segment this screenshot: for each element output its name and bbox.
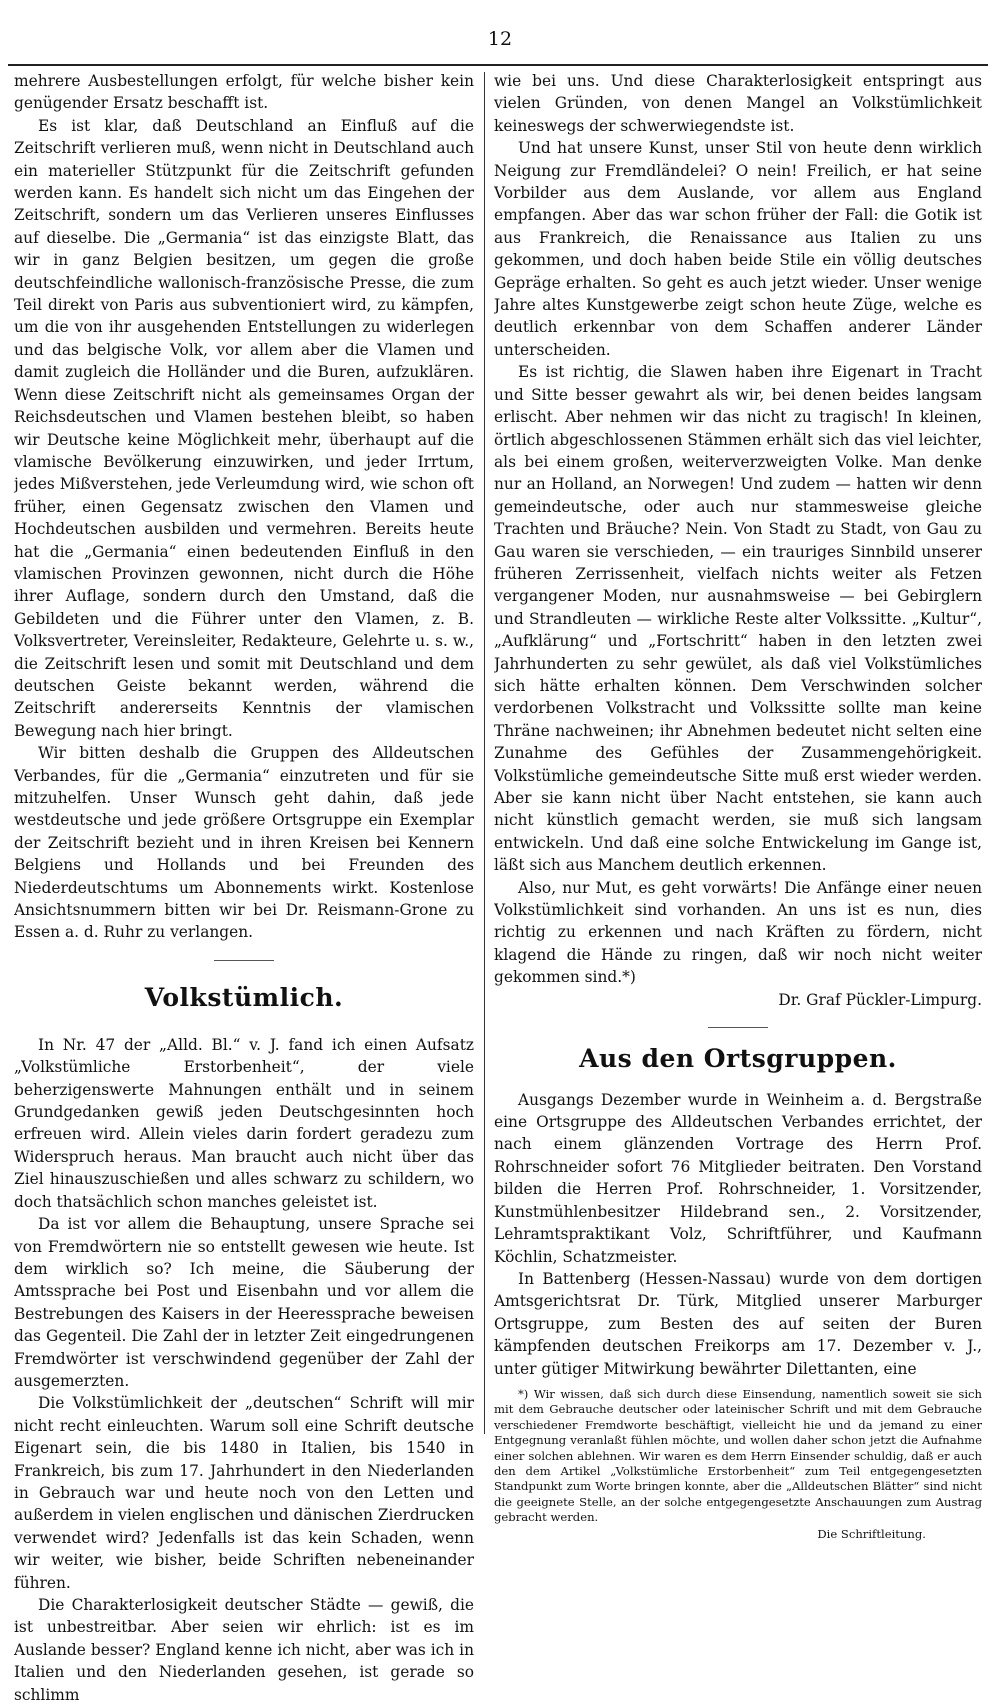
section-heading-ortsgruppen: Aus den Ortsgruppen. (579, 1043, 897, 1073)
article-paragraph: Die Charakterlosigkeit deutscher Städte — gewiß, die ist unbestreitbar. Aber seien wir ehrlich: ist es im Auslande besser? England kenne ich nicht, aber was ich in Italien und den Niederlanden gesehen, ist gerade so schlimm (14, 1596, 474, 1704)
article-continuation-paragraph: wie bei uns. Und diese Charakterlosigkeit entspringt aus vielen Gründen, von denen Mangel an Volkstümlichkeit keineswegs der schwerwiegendste ist. (494, 72, 982, 135)
right-column (494, 70, 982, 1542)
column-divider (484, 72, 485, 1434)
footnote-signature: Die Schriftleitung. (817, 1526, 926, 1541)
footnote: *) Wir wissen, daß sich durch diese Einsendung, namentlich soweit sie sich mit dem Gebrauche deutscher oder lateinischer Schrift und mit dem Gebrauche verschiedener Fremdworte beschäftigt, vielleicht hie und da jemand zu einer Entgegnung veranlaßt fühlen möchte, und wollen daher schon jetzt die Aufnahme einer solchen ablehnen. Wir waren es dem Herrn Einsender schuldig, daß er auch den dem Artikel „Volkstümliche Erstorbenheit“ zum Teil entgegengesetzten Standpunkt zum Worte bringen konnte, aber die „Alldeutschen Blätter“ sind nicht die geeignete Stelle, an der solche entgegengesetzte Anschauungen zum Austrag gebracht werden. (494, 1386, 982, 1525)
article-paragraph: Wir bitten deshalb die Gruppen des Alldeutschen Verbandes, für die „Germania“ einzutreten und für sie mitzuhelfen. Unser Wunsch geht dahin, daß jede westdeutsche und jede größere Ortsgruppe ein Exemplar der Zeitschrift bezieht und in ihren Kreisen bei Kennern Belgiens und Hollands und bei Freunden des Niederdeutschtums um Abonnements wirkt. Kostenlose Ansichtsnummern bitten wir bei Dr. Reismann-Grone zu Essen a. d. Ruhr zu verlangen. (14, 744, 474, 942)
article-paragraph: Ausgangs Dezember wurde in Weinheim a. d. Bergstraße eine Ortsgruppe des Alldeutschen Verbandes errichtet, der nach einem glänzenden Vortrage des Herrn Prof. Rohrschneider sofort 76 Mitglieder beitraten. Den Vorstand bilden die Herren Prof. Rohrschneider, 1. Vorsitzender, Kunstmühlenbesitzer Hildebrand sen., 2. Vorsitzender, Lehramtspraktikant Volz, Schriftführer, und Kaufmann Köchlin, Schatzmeister. (494, 1090, 982, 1266)
article-paragraph: Also, nur Mut, es geht vorwärts! Die Anfänge einer neuen Volkstümlichkeit sind vorhanden. An uns ist es nun, dies richtig zu erkennen und nach Kräften zu fördern, nicht klagend die Hände zu ringen, daß wir noch nicht weiter gekommen sind.*) (494, 878, 982, 987)
article-paragraph: Und hat unsere Kunst, unser Stil von heute denn wirklich Neigung zur Fremdländelei? O nein! Freilich, er hat seine Vorbilder aus dem Auslande, vor allem aus England empfangen. Aber das war schon früher der Fall: die Gotik ist aus Frankreich, die Renaissance aus Italien zu uns gekommen, und doch haben beide Stile ein völlig deutsches Gepräge erhalten. So geht es auch jetzt wieder. Unser wenige Jahre altes Kunstgewerbe zeigt schon heute Züge, welche es deutlich erkennbar von dem Schaffen anderer Länder unterscheiden. (494, 139, 982, 359)
section-heading-volkstuemlich: Volkstümlich. (144, 982, 344, 1012)
article-paragraph: Es ist klar, daß Deutschland an Einfluß auf die Zeitschrift verlieren muß, wenn nicht in Deutschland auch ein materieller Stützpunkt für die Zeitschrift gefunden werden kann. Es handelt sich nicht um das Eingehen der Zeitschrift, sondern um das Verlieren unseres Einflusses auf dieselbe. Die „Germania“ ist das einzigste Blatt, das wir in ganz Belgien besitzen, um gegen die große deutschfeindliche wallonisch-französische Presse, die zum Teil direkt von Paris aus subventioniert wird, zu kämpfen, um die von ihr ausgehenden Entstellungen zu widerlegen und das belgische Volk, vor allem aber die Vlamen und damit zugleich die Holländer und die Buren, aufzuklären. Wenn diese Zeitschrift nicht als gemeinsames Organ der Reichsdeutschen und Vlamen bestehen bleibt, so haben wir Deutsche keine Möglichkeit mehr, überhaupt auf die vlamische Bevölkerung einzuwirken, und jeder Irrtum, jedes Mißverstehen, jede Verleumdung wird, wie schon oft früher, einen Gegensatz zwischen den Vlamen und Hochdeutschen ausbilden und vermehren. Bereits heute hat die „Germania“ einen bedeutenden Einfluß in den vlamischen Provinzen gewonnen, nicht durch die Höhe ihrer Auflage, sondern durch den Umstand, daß die Gebildeten und die Führer unter den Vlamen, z. B. Volksvertreter, Vereinsleiter, Redakteure, Gelehrte u. s. w., die Zeitschrift lesen und somit mit Deutschland und dem deutschen Geiste bekannt werden, während die Zeitschrift andererseits Kenntnis der vlamischen Bewegung nach hier bringt. (14, 116, 474, 740)
header-rule (8, 64, 988, 66)
article-paragraph: Die Volkstümlichkeit der „deutschen“ Schrift will mir nicht recht einleuchten. Warum soll eine Schrift deutsche Eigenart sein, die bis 1480 in Italien, bis 1540 in Frankreich, bis zum 17. Jahrhundert in den Niederlanden in Gebrauch war und heute noch von den Letten und außerdem in vielen englischen und dänischen Zierdrucken verwendet wird? Jedenfalls ist das kein Schaden, wenn wir weiter, wie bisher, beide Schriften nebeneinander führen. (14, 1394, 474, 1592)
left-column (14, 70, 474, 1706)
article-paragraph: In Nr. 47 der „Alld. Bl.“ v. J. fand ich einen Aufsatz „Volkstümliche Erstorbenheit“, der viele beherzigenswerte Mahnungen enthält und in seinem Grundgedanken gewiß jeden Deutschgesinnten hoch erfreuen wird. Allein vieles darin fordert geradezu zum Widerspruch heraus. Man braucht auch nicht über das Ziel hinauszuschießen und alles schwarz zu schildern, wo doch thatsächlich schon manches geleistet ist. (14, 1035, 474, 1211)
article-continuation-paragraph: mehrere Ausbestellungen erfolgt, für welche bisher kein genügender Ersatz beschafft ist. (14, 72, 474, 113)
author-signature: Dr. Graf Pückler-Limpurg. (778, 990, 982, 1009)
article-paragraph: Da ist vor allem die Behauptung, unsere Sprache sei von Fremdwörtern nie so entstellt gewesen wie heute. Ist dem wirklich so? Ich meine, die Säuberung der Amtssprache bei Post und Eisenbahn und vor allem die Bestrebungen des Kaisers in der Heeressprache beweisen das Gegenteil. Die Zahl der in letzter Zeit eingedrungenen Fremdwörter ist verschwindend gegenüber der Zahl der ausgemerzten. (14, 1215, 474, 1390)
article-paragraph: In Battenberg (Hessen-Nassau) wurde von dem dortigen Amtsgerichtsrat Dr. Türk, Mitglied unserer Marburger Ortsgruppe, zum Besten des auf seiten der Buren kämpfenden deutschen Freikorps am 17. Dezember v. J., unter gütiger Mitwirkung bewährter Dilettanten, eine (494, 1269, 982, 1378)
article-paragraph: Es ist richtig, die Slawen haben ihre Eigenart in Tracht und Sitte besser gewahrt als wir, bei denen beides langsam erlischt. Aber nehmen wir das nicht zu tragisch! In kleinen, örtlich abgeschlossenen Stämmen erhält sich das viel leichter, als bei einem großen, weiterverzweigten Volke. Man denke nur an Holland, an Norwegen! Und zudem — hatten wir denn gemeindeutsche, oder auch nur stammesweise gleiche Trachten und Bräuche? Nein. Von Stadt zu Stadt, von Gau zu Gau waren sie verschieden, — ein trauriges Sinnbild unserer früheren Zerrissenheit, vielfach nichts weiter als Fetzen vergangener Moden, nur ausnahmsweise — bei Gebirglern und Strandleuten — wirkliche Reste alter Volkssitte. „Kultur“, „Aufklärung“ und „Fortschritt“ haben in den letzten zwei Jahrhunderten zu sehr gewület, als daß viel Volkstümliches sich hätte erhalten können. Dem Verschwinden solcher verdorbenen Volkstracht und Volkssitte sollte man keine Thräne nachweinen; ihr Abnehmen bedeutet nicht selten eine Zunahme des Gefühles der Zusammengehörigkeit. Volkstümliche gemeindeutsche Sitte muß erst wieder werden. Aber sie kann nicht über Nacht entstehen, sie kann auch nicht künstlich gemacht werden, sie muß sich langsam entwickeln. Und daß eine solche Entwickelung im Gange ist, läßt sich aus Manchem deutlich erkennen. (494, 363, 982, 875)
page-number: 12 (487, 28, 513, 50)
